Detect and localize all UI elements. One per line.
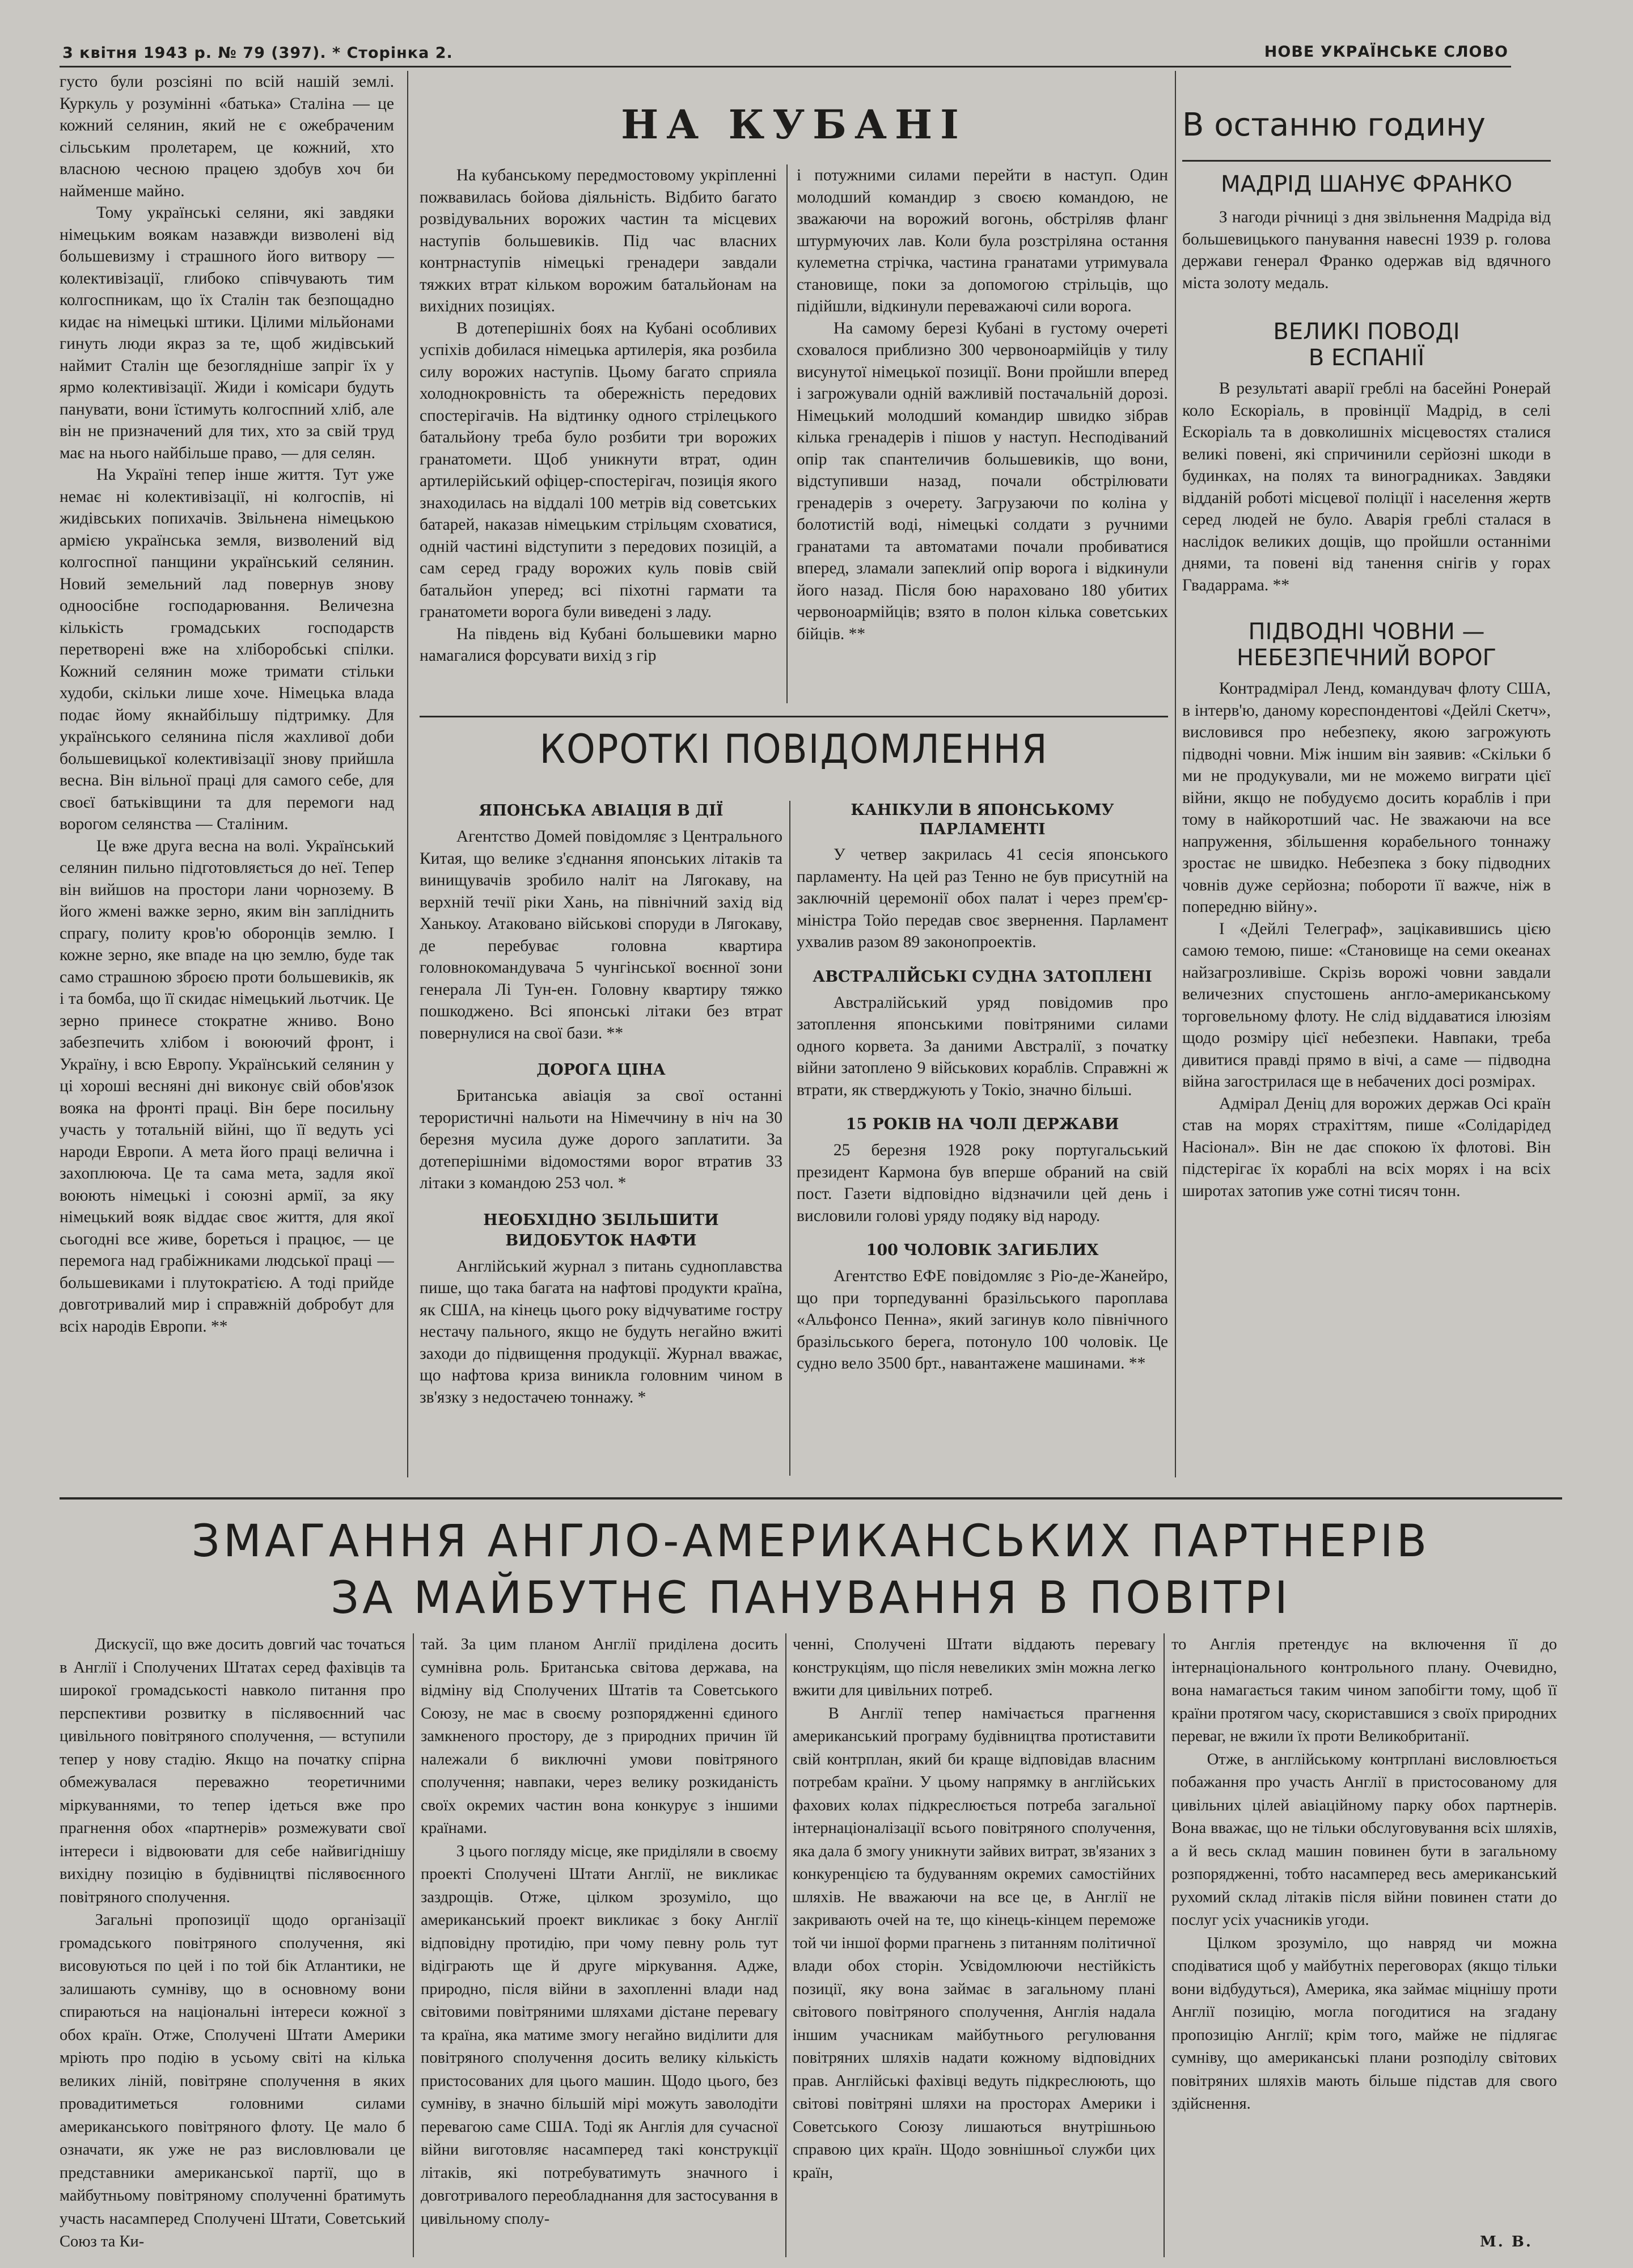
kuban-paragraph: На кубанському передмостовому укріпленні пожвавилась бойова діяльність. Відбито багато розвідувальних ворожих частин та місцевих наступів большевиків. Під час власних контрнаступів німецькі гренадери завдали тяжких втрат кільком ворожим батальйонам на вихідних позиціях. <box>420 166 777 315</box>
column-divider <box>1164 1633 1165 2257</box>
air-col-2 <box>421 1633 778 2257</box>
column-divider <box>789 801 790 1476</box>
section-rule <box>420 716 1168 717</box>
latest-rule <box>1182 160 1551 162</box>
submarines-title-line2: НЕБЕЗПЕЧНИЙ ВОРОГ <box>1236 645 1497 671</box>
parliament-title-line2: ПАРЛАМЕНТІ <box>919 821 1046 838</box>
submarines-title-line1: ПІДВОДНІ ЧОВНИ — <box>1248 619 1485 645</box>
madrid-text: З нагоди річниці з дня звільнення Мадріда від большевицького панування навесні 1939 р. голова держави генерал Франко одержав від вдячного міста золоту медаль. <box>1182 208 1551 292</box>
column-divider <box>413 1633 414 2257</box>
air-col-3 <box>793 1633 1156 2257</box>
column-divider <box>785 1633 786 2257</box>
air-col-1 <box>60 1633 405 2257</box>
paper-name: НОВЕ УКРАЇНСЬКЕ СЛОВО <box>1264 43 1508 61</box>
kuban-col-1 <box>420 164 777 703</box>
japan-aviation-title: ЯПОНСЬКА АВІАЦІЯ В ДІЇ <box>479 802 724 820</box>
air-paragraph: В Англії тепер намічається прагнення американський програму будівництва протиставити свій контрплан, який би краще відповідав власним потребам країни. У цьому напрямку в англійських фахових колах підкреслюється потреба загальної інтернаціоналізації всього повітряного сполучення, яка дала б змогу уникнути зайвих витрат, зв'язаних з конкуренцією та будуванням окремих самостійних шляхів. Не вважаючи на все це, в Англії не закривають очей на те, що кінець-кінцем переможе той чи іншої форми прагнень з питанням політичної влади обох сторін. Усвідомлюючи нестійкість позиції, яку вона займає в загальному плані світового повітряного сполучення, Англія надала іншим учасникам майбутнього регулювання повітряних шляхів надати кожному відповідних прав. Англійські фахівці ведуть підкреслюють, що світові повітряні шляхи на просторах Америки і Советського Союзу лишаються внутрішньою справою цих країн. Щодо зовнішньої служби цих країн, <box>793 1704 1156 2182</box>
kuban-paragraph: На самому березі Кубані в густому очереті сховалося приблизно 300 червоноармійців у тилу висунутої німецької позиції. Вони пройшли вперед і загрожували одній важливій постачальній дорозі. Німецький молодший командир швидко зібрав кілька гренадерів і пішов у наступ. Несподіваний опір так спантеличив большевиків, що вони, відступивши назад, почали обстрілювати гренадерів з очерету. Загрузаючи по коліна у болотистій воді, німецькі солдати з ручними гранатами та автоматами почали пробиватися вперед, зламали запеклий опір ворога і відкинули його назад. Після бою нараховано 180 убитих червоноармійців; взято в полон кілька советських бійців. ** <box>797 319 1168 643</box>
killed-text: Агентство ЕФЕ повідомляє з Ріо-де-Жанейро, що при торпедуванні бразільського пароплава «Альфонсо Пенна», який загинув коло північного бразільського берега, потонуло 100 чоловік. Це судно вело 3500 брт., навантажене машинами. ** <box>797 1267 1168 1372</box>
parliament-title-line1: КАНІКУЛИ В ЯПОНСЬКОМУ <box>851 801 1114 819</box>
portugal-title: 15 РОКІВ НА ЧОЛІ ДЕРЖАВИ <box>845 1116 1119 1133</box>
australia-title: АВСТРАЛІЙСЬКІ СУДНА ЗАТОПЛЕНІ <box>813 968 1152 986</box>
left-article <box>60 71 394 1472</box>
kuban-paragraph: На південь від Кубані большевики марно намагалися форсувати вихід з гір <box>420 624 777 665</box>
oil-title-line1: НЕОБХІДНО ЗБІЛЬШИТИ <box>483 1211 719 1229</box>
article-separator <box>60 1497 1562 1500</box>
air-headline-line2: ЗА МАЙБУТНЄ ПАНУВАННЯ В ПОВІТРІ <box>331 1573 1291 1624</box>
column-divider <box>786 164 788 703</box>
air-paragraph: Цілком зрозуміло, що навряд чи можна сподіватися щоб у майбутніх переговорах (якщо тільки вони відбудуться), Америка, яка займає міцнішу проти Англії позицію, могла погодитися на згадану пропозицію Англії; крім того, майже не підлягає сумніву, що американські плани розподілу світових повітряних шляхів мають більше підстав для свого здійснення. <box>1171 1934 1557 2113</box>
date-line: 3 квітня 1943 р. № 79 (397). * Сторінка 2. <box>62 44 453 62</box>
oil-text: Англійський журнал з питань судноплавства пише, що така багата на нафтові продукти країна, як США, на кінець цього року відчуватиме гостру нестачу пального, якщо не будуть негайно вжиті заходи до підвищення продукції. Журнал вважає, що нафтова криза виникла головним чином в зв'язку з недостачею тоннажу. * <box>420 1257 782 1407</box>
submarines-paragraph: Адмірал Деніц для ворожих держав Осі країн став на морях страхіттям, пише «Солідарідед Насіонал». Він не дає спокою їх флотові. Він підстерігає їх кораблі на всіх морях і на всіх широтах затопив уже сотні тисяч тонн. <box>1182 1094 1551 1200</box>
left-paragraph: Тому українські селяни, які завдяки німецьким воякам назавжди визволені від большевизму і страшного його витвору — колективізації, глибоко співчувають тим колгоспникам, що їх Сталін так безпощадно кидає на німецькі штики. Цілими мільйонами гинуть люди якраз за те, щоб жидівський наймит Сталін ще безоглядніше запріг їх у ярмо колективізації. Жиди і комісари будуть панувати, вони їстимуть колгоспний хліб, але він не призначений для тих, хто за свій труд має на нього найбільше право, — для селян. <box>60 204 394 462</box>
floods-title-line2: В ЕСПАНІЇ <box>1308 345 1425 371</box>
japan-aviation-text: Агентство Домей повідомляє з Центрального Китая, що велике з'єднання японських літаків та винищувачів зробило наліт на Лягокаву, на верхній течії ріки Хань, на північний захід від Ханькоу. Атаковано військові споруди в Лягокаву, де перебуває головна квартира головнокомандувача 5 чунгінської воєнної зони генерала Лі Тун-ен. Головну квартиру тяжко пошкоджено. Всі японські літаки без втрат повернулися на свої бази. ** <box>420 827 782 1042</box>
author-signature: М. В. <box>1480 2233 1533 2250</box>
left-paragraph: На Україні тепер інше життя. Тут уже немає ні колективізації, ні колгоспів, ні жидівських попихачів. Звільнена німецькою армією українська земля, визволений від колгоспної панщини український селянин. Новий земельний лад повернув знову одноосібне господарювання. Величезна кількість громадських господарств перетворені вже на хліборобські спілки. Кожний селянин може тримати стільки худоби, скільки лише хоче. Німецька влада подає йому якнайбільшу підтримку. Для українського селянина після жахливої доби большевицької колективізації знову прийшла весна. Він вільної праці для самого себе, для своєї батьківщини та для перемоги над ворогом селянства — Сталіним. <box>60 466 394 833</box>
air-paragraph: Отже, в англійському контрплані висловлюється побажання про участь Англії в пристосованому для цивільних цілей авіаційному парку обох партнерів. Вона вважає, що не тільки обслуговування всіх шляхів, а й весь склад машин повинен бути в загальному розпорядженні, тобто насамперед весь американський рухомий склад літаків після війни повинен стати до послуг усіх учасників угоди. <box>1171 1750 1557 1929</box>
short-news-header: КОРОТКІ ПОВІДОМЛЕННЯ <box>539 726 1048 772</box>
kuban-col-2 <box>797 164 1168 703</box>
air-paragraph: Загальні пропозиції щодо організації громадського повітряного сполучення, які висовуються по цей і по той бік Атлантики, не залишають сумніву, що в основному вони спираються на національні інтереси кожної з обох країн. Отже, Сполучені Штати Америки мріють про подію в усьому світі на кілька великих ліній, повітряне сполучення в яких провадитиметься головними силами американського повітряного флоту. Це мало б означати, як уже не раз висловлювали це представники американської партії, що в майбутньому повітряному сполученні братимуть участь насамперед Сполучені Штати, Советський Союз та Ки- <box>60 1911 405 2250</box>
left-paragraph: густо були розсіяні по всій нашій землі. Куркуль у розумінні «батька» Сталіна — це кожний селянин, який не є ожебраченим сільським пролетарем, це кожний, хто власною чесною працею здобув хоч би найменше майно. <box>60 73 394 200</box>
left-paragraph: Це вже друга весна на волі. Український селянин пильно підготовляється до неї. Тепер він вийшов на простори лани чорнозему. В його жмені важке зерно, яким він запліднить спрагу, политу кров'ю оборонців землю. І кожне зерно, яке впаде на цю землю, буде так само страшною зброєю проти большевиків, як і та бомба, що її скидає німецький льотчик. Це зерно принесе стократне жниво. Воно забезпечить хлібом і воюючий фронт, і Україну, і всю Европу. Український селянин у ці хороші весняні дні виконує свій обов'язок вояка на фронті праці. Він бере посильну участь у тотальній війні, що її ведуть усі народи Европи. А мета його праці велична і захоплююча. Це та сама мета, задля якої воюють німецькі і союзні армії, за яку німецький вояк віддає своє життя, для якої сьогодні все живе, бореться і працює, — це перемога над грабіжниками людської праці — большевиками і плутократією. А тоді прийде довготривалий мир і справжній добробут для всіх народів Европи. ** <box>60 837 394 1336</box>
floods-text: В результаті аварії греблі на басейні Ронерай коло Ескоріаль, в провінції Мадрід, в селі Ескоріаль та в довколишніх місцевостях сталися великі повені, які спричинили серйозні шкоди в будинках, на полях та виноградниках. Завдяки відданій роботі місцевої поліції і населення жертв серед людей не було. Аварія греблі сталася в наслідок великих дощів, що пройшли останніми днями, та повені від танення снігів у горах Гвадаррама. ** <box>1182 379 1551 594</box>
air-paragraph: то Англія претендує на включення її до інтернаціонального контрольного плану. Очевидно, вона намагається таким чином запобігти тому, щоб її країни протягом часу, скориставшися з своїх природних переваг, не вжили їх проти Великобританії. <box>1171 1636 1557 1745</box>
expensive-price-text: Британська авіація за свої останні терористичні нальоти на Німеччину в ніч на 30 березня мусила дуже дорого заплатити. За дотеперішніми відомостями ворог втратив 33 літаки з командою 253 чол. * <box>420 1087 782 1192</box>
portugal-text: 25 березня 1928 року португальський президент Кармона був вперше обраний на свій пост. Газети відповідно відзначили цей день і висловили голові уряду подяку від народу. <box>797 1141 1168 1225</box>
kuban-title: НА КУБАНІ <box>621 101 967 148</box>
oil-title-line2: ВИДОБУТОК НАФТИ <box>505 1231 697 1249</box>
air-paragraph: З цього погляду місце, яке приділяли в своєму проекті Сполучені Штати Англії, не викликає заздрощів. Отже, цілком зрозуміло, що американський проект викликає з боку Англії відповідну протидію, при чому певну роль тут відіграють ще й друге міркування. Адже, природно, після війни в захопленні влади над світовими повітряними шляхами дістане перевагу та країна, яка матиме змогу негайно виділити для повітряного сполучення досить велику кількість пристосованих для цього машин. Щодо цього, без сумніву, в значно більшій мірі можуть заволодіти перевагою саме США. Тоді як Англія для сучасної війни виготовляє насамперед такі конструкції літаків, які потребуватимуть значного і довготривалого переобладнання для застосування в цивільному сполу- <box>421 1842 778 2228</box>
masthead-rule <box>60 66 1511 67</box>
air-col-4 <box>1171 1633 1557 2235</box>
column-divider <box>407 71 408 1477</box>
latest-header: В останню годину <box>1182 107 1486 143</box>
latest-column <box>1182 170 1551 1480</box>
floods-title-line1: ВЕЛИКІ ПОВОДІ <box>1273 319 1460 345</box>
killed-title: 100 ЧОЛОВІК ЗАГИБЛИХ <box>866 1241 1099 1259</box>
air-paragraph: Дискусії, що вже досить довгий час точаться в Англії і Сполучених Штатах серед фахівців та широкої громадськості навколо питання про перспективи розвитку в післявоєнний час цивільного повітряного сполучення, — вступили тепер у нову стадію. Якщо на початку спірна обмежувалася переважно теоретичними міркуваннями, то тепер ідеться вже про прагнення обох «партнерів» розмежувати свої інтереси і відвоювати для себе найвигіднішу вихідну позицію в будівництві післявоєнного повітряного сполучення. <box>60 1636 405 1906</box>
parliament-text: У четвер закрилась 41 сесія японського парламенту. На цей раз Тенно не був присутній на заключній церемонії обох палат і через прем'єр-міністра Тойо передав своє звернення. Парламент ухвалив разом 89 законопроектів. <box>797 846 1168 951</box>
air-paragraph: ченні, Сполучені Штати віддають перевагу конструкціям, що після невеликих змін можна легко вжити для цивільних потреб. <box>793 1636 1156 1699</box>
air-headline-line1: ЗМАГАННЯ АНГЛО-АМЕРИКАНСЬКИХ ПАРТНЕРІВ <box>191 1516 1431 1567</box>
kuban-paragraph: і потужними силами перейти в наступ. Один молодший командир з своєю командою, не зважаючи на ворожий вогонь, обстріляв фланг штурмуючих лав. Коли була розстріляна остання кулеметна стрічка, частина гранатами утримувала становище, поки за допомогою стрільців, що підійшли, відкинули переважаючі сили ворога. <box>797 166 1168 315</box>
short-news-col-1 <box>420 801 782 1476</box>
submarines-paragraph: Контрадмірал Ленд, командувач флоту США, в інтерв'ю, даному кореспондентові «Дейлі Скетч», висловився про небезпеку, якою загрожують підводні човни. Між іншим він заявив: «Скільки б ми не продукували, ми не можемо виграти цієї війни, якщо не побудуємо досить кораблів і при тому в найкоротший час. Не зважаючи на все напруження, збільшення корабельного тоннажу зростає не швидко. Небезпека з боку підводних човнів дуже серйозна; побороти її важче, ніж в попередню війну». <box>1182 679 1551 916</box>
submarines-paragraph: І «Дейлі Телеграф», зацікавившись цією самою темою, пише: «Становище на семи океанах найзагрозливіше. Скрізь ворожі човни завдали величезних спустошень англо-американському торговельному флоту. Не слід віддаватися ілюзіям щодо розміру цієї небезпеки. Навпаки, треба дивитися правді прямо в вічі, а саме — підводна війна загострилася ще в небачених досі розмірах. <box>1182 919 1551 1091</box>
kuban-paragraph: В дотеперішніх боях на Кубані особливих успіхів добилася німецька артилерія, яка розбила силу ворожих наступів. Цьому багато сприяла холоднокровність та обережність передових спостерігачів. На відтинку одного стрілецького батальйону треба було розбити три ворожих гранатомети. Щоб уникнути втрат, один артилерійський офіцер-спостерігач, позиція якого знаходилась на віддалі 100 метрів від советських батарей, наказав німецьким стрільцям сховатися, одній частині відступити з передових позицій, а сам серед граду ворожих куль повів свій батальйон уперед; всі піхотні гармати та гранатомети ворога були виведені з ладу. <box>420 319 777 621</box>
column-divider <box>1175 71 1176 1477</box>
expensive-price-title: ДОРОГА ЦІНА <box>536 1061 666 1079</box>
short-news-col-2 <box>797 801 1168 1476</box>
australia-text: Австралійський уряд повідомив про затоплення японськими повітряними силами одного корвета. За даними Австралії, з початку війни затоплено 9 військових кораблів. Справжні ж втрати, як стверджують у Токіо, значно більші. <box>797 993 1168 1099</box>
air-paragraph: тай. За цим планом Англії приділена досить сумнівна роль. Британська світова держава, на відміну від Сполучених Штатів та Советського Союзу, не має в своєму розпорядженні єдиного замкненого простору, де з природних причин їй належали б виключні умови повітряного сполучення; навпаки, через велику розкиданість своїх окремих частин вона конкурує з іншими країнами. <box>421 1636 778 1837</box>
madrid-title: МАДРІД ШАНУЄ ФРАНКО <box>1220 171 1513 197</box>
